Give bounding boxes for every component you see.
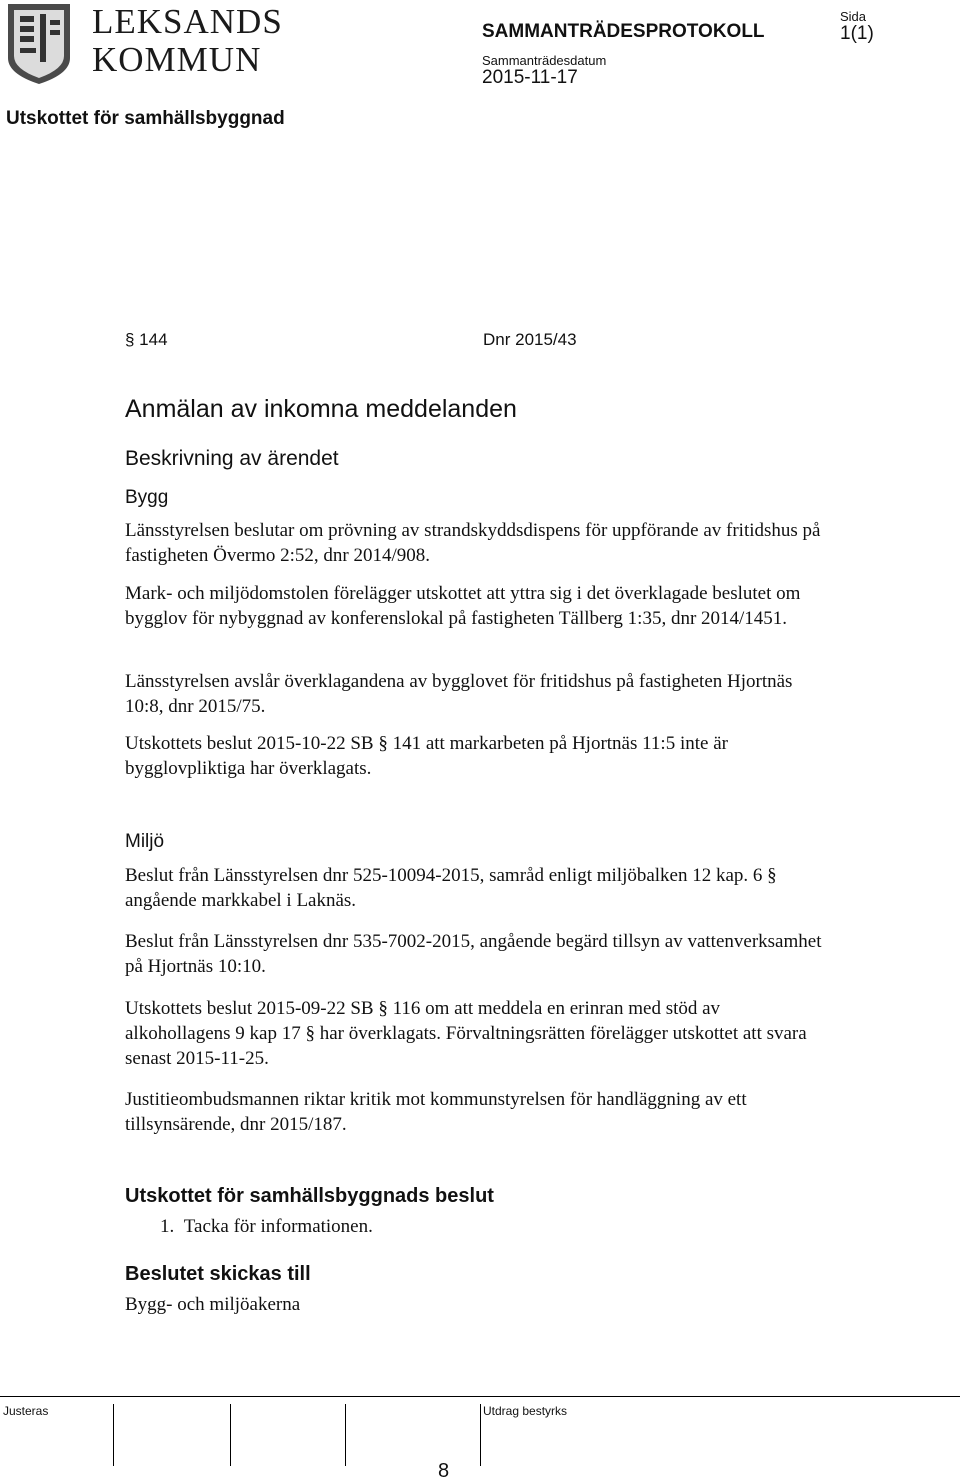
justeras-label: Justeras <box>3 1404 49 1418</box>
page-value: 1(1) <box>840 23 874 44</box>
page-label: Sida <box>840 9 867 24</box>
meeting-date-value: 2015-11-17 <box>482 67 578 88</box>
meeting-date-label: Sammanträdesdatum <box>482 53 607 68</box>
miljo-paragraph: Justitieombudsmannen riktar kritik mot kommunstyrelsen för handläggning av ett tillsynsärende, dnr 2015/187. <box>125 1089 747 1135</box>
bygg-paragraph: Mark- och miljödomstolen förelägger utskottet att yttra sig i det överklagade beslutet om bygglov för nybyggnad av konferenslokal på fastigheten Tällberg 1:35, dnr 2014/1451. <box>125 583 801 629</box>
footer-divider <box>0 1396 960 1397</box>
signature-box-divider <box>113 1404 114 1466</box>
item-title: Anmälan av inkomna meddelanden <box>125 395 517 423</box>
municipality-logo <box>6 2 72 86</box>
bygg-heading: Bygg <box>125 487 169 508</box>
item-number: § 144 <box>125 330 168 349</box>
decision-heading: Utskottet för samhällsbyggnads beslut <box>125 1185 494 1207</box>
utdrag-label: Utdrag bestyrks <box>483 1404 568 1418</box>
description-heading: Beskrivning av ärendet <box>125 447 339 470</box>
logo-line-1: LEKSANDS <box>92 2 283 41</box>
committee-name: Utskottet för samhällsbyggnad <box>6 108 285 129</box>
bygg-paragraph: Utskottets beslut 2015-10-22 SB § 141 att markarbeten på Hjortnäs 11:5 inte är bygglovpliktiga har överklagats. <box>125 733 728 779</box>
bygg-paragraph: Länsstyrelsen avslår överklagandena av bygglovet för fritidshus på fastigheten Hjortnäs 10:8, dnr 2015/75. <box>125 671 793 717</box>
signature-box-divider <box>480 1404 481 1466</box>
document-type: SAMMANTRÄDESPROTOKOLL <box>482 21 765 42</box>
miljo-paragraph: Beslut från Länsstyrelsen dnr 535-7002-2015, angående begärd tillsyn av vattenverksamhet på Hjortnäs 10:10. <box>125 931 822 977</box>
decision-item: 1. Tacka för informationen. <box>160 1216 373 1237</box>
recipient: Bygg- och miljöakerna <box>125 1294 301 1315</box>
page-number: 8 <box>438 1460 450 1482</box>
signature-box-divider <box>230 1404 231 1466</box>
case-number: Dnr 2015/43 <box>483 330 577 349</box>
miljo-heading: Miljö <box>125 831 165 852</box>
signature-box-divider <box>345 1404 346 1466</box>
miljo-paragraph: Utskottets beslut 2015-09-22 SB § 116 om att meddela en erinran med stöd av alkohollagens 9 kap 17 § har överklagats. Förvaltningsrätten förelägger utskottet att svara senast 2015-11-25. <box>125 998 807 1069</box>
miljo-paragraph: Beslut från Länsstyrelsen dnr 525-10094-2015, samråd enligt miljöbalken 12 kap. 6 § angående markkabel i Laknäs. <box>125 865 777 911</box>
logo-line-2: KOMMUN <box>92 40 262 79</box>
sent-to-heading: Beslutet skickas till <box>125 1263 311 1285</box>
bygg-paragraph: Länsstyrelsen beslutar om prövning av strandskyddsdispens för uppförande av fritidshus på fastigheten Övermo 2:52, dnr 2014/908. <box>125 520 821 566</box>
